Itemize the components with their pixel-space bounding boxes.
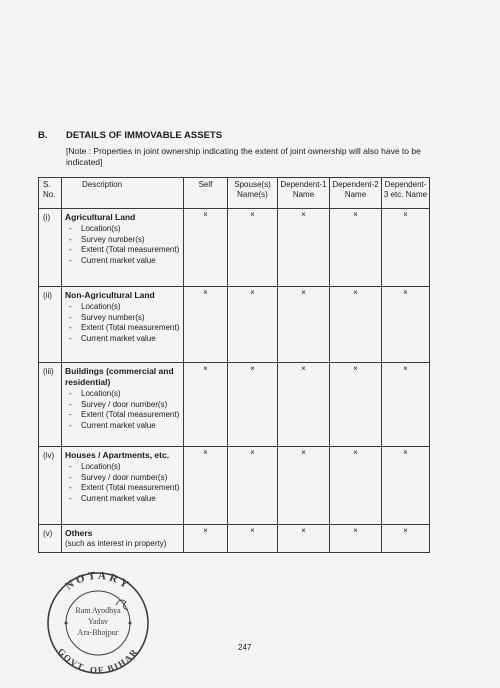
stamp-name-line-1: Ram Ayodhya — [75, 606, 121, 615]
row-description — [62, 209, 184, 287]
list-item: - Extent (Total measurement) — [65, 483, 180, 494]
stamp-top-text: NOTARY — [63, 569, 133, 593]
row-category: Houses / Apartments, etc. — [65, 450, 170, 460]
stamp-dot-icon — [129, 622, 132, 625]
mark-self: × — [184, 447, 228, 525]
mark-dependent-2: × — [330, 287, 382, 363]
list-item: - Extent (Total measurement) — [65, 245, 180, 256]
row-category: Others — [65, 528, 93, 538]
mark-spouse: × — [228, 525, 278, 553]
immovable-assets-table — [38, 177, 430, 553]
table-row — [39, 447, 430, 525]
mark-spouse: × — [228, 287, 278, 363]
mark-self: × — [184, 209, 228, 287]
stamp-name-line-2: Yadav — [87, 617, 109, 626]
mark-dependent-3: × — [382, 209, 430, 287]
list-item: - Survey number(s) — [65, 313, 180, 324]
header-spouse: Spouse(s) Name(s) — [228, 178, 278, 209]
row-description — [62, 287, 184, 363]
mark-dependent-2: × — [330, 363, 382, 447]
list-item: - Extent (Total measurement) — [65, 323, 180, 334]
mark-spouse: × — [228, 363, 278, 447]
section-number: B. — [38, 130, 48, 141]
section-title: DETAILS OF IMMOVABLE ASSETS — [66, 130, 223, 141]
header-description: Description — [62, 178, 184, 209]
list-item: - Current market value — [65, 421, 180, 432]
mark-dependent-1: × — [278, 525, 330, 553]
list-item: - Extent (Total measurement) — [65, 410, 180, 421]
header-sno: S. No. — [39, 178, 62, 209]
list-item: - Survey number(s) — [65, 235, 180, 246]
mark-self: × — [184, 525, 228, 553]
mark-dependent-3: × — [382, 363, 430, 447]
mark-spouse: × — [228, 209, 278, 287]
mark-dependent-1: × — [278, 209, 330, 287]
list-item: - Location(s) — [65, 302, 180, 313]
mark-dependent-1: × — [278, 287, 330, 363]
mark-dependent-1: × — [278, 363, 330, 447]
mark-self: × — [184, 363, 228, 447]
mark-dependent-1: × — [278, 447, 330, 525]
stamp-place: Ara-Bhojpur — [77, 628, 119, 637]
header-dependent-2: Dependent-2 Name — [330, 178, 382, 209]
row-subtext: (such as interest in property) — [65, 539, 167, 548]
notary-stamp — [36, 565, 160, 675]
list-item: - Location(s) — [65, 462, 180, 473]
mark-dependent-2: × — [330, 525, 382, 553]
mark-dependent-3: × — [382, 525, 430, 553]
mark-self: × — [184, 287, 228, 363]
row-sno: (v) — [39, 525, 62, 553]
mark-dependent-3: × — [382, 287, 430, 363]
list-item: - Survey / door number(s) — [65, 400, 180, 411]
row-description — [62, 363, 184, 447]
list-item: - Current market value — [65, 494, 180, 505]
table-header-row — [39, 178, 430, 209]
header-dependent-3: Dependent-3 etc. Name — [382, 178, 430, 209]
list-item: - Current market value — [65, 334, 180, 345]
row-sno: (iii) — [39, 363, 62, 447]
stamp-dot-icon — [65, 622, 68, 625]
header-self: Self — [184, 178, 228, 209]
table-row — [39, 209, 430, 287]
list-item: - Survey / door number(s) — [65, 473, 180, 484]
row-sno: (i) — [39, 209, 62, 287]
mark-dependent-3: × — [382, 447, 430, 525]
mark-dependent-2: × — [330, 447, 382, 525]
svg-text:GOVT. OF BIHAR — [56, 646, 140, 675]
row-description — [62, 447, 184, 525]
list-item: - Location(s) — [65, 224, 180, 235]
row-sno: (ii) — [39, 287, 62, 363]
list-item: - Current market value — [65, 256, 180, 267]
list-item: - Location(s) — [65, 389, 180, 400]
table-row — [39, 525, 430, 553]
row-category: Buildings (commercial and residential) — [65, 366, 174, 387]
table-row — [39, 287, 430, 363]
row-description — [62, 525, 184, 553]
row-category: Non-Agricultural Land — [65, 290, 155, 300]
stamp-bottom-text: GOVT. OF BIHAR — [56, 646, 140, 675]
mark-spouse: × — [228, 447, 278, 525]
page-number: 247 — [238, 643, 252, 652]
mark-dependent-2: × — [330, 209, 382, 287]
section-note: [Note : Properties in joint ownership indicating the extent of joint ownership will also have to be indicated] — [66, 146, 421, 167]
table-row — [39, 363, 430, 447]
row-sno: (iv) — [39, 447, 62, 525]
header-dependent-1: Dependent-1 Name — [278, 178, 330, 209]
row-category: Agricultural Land — [65, 212, 136, 222]
